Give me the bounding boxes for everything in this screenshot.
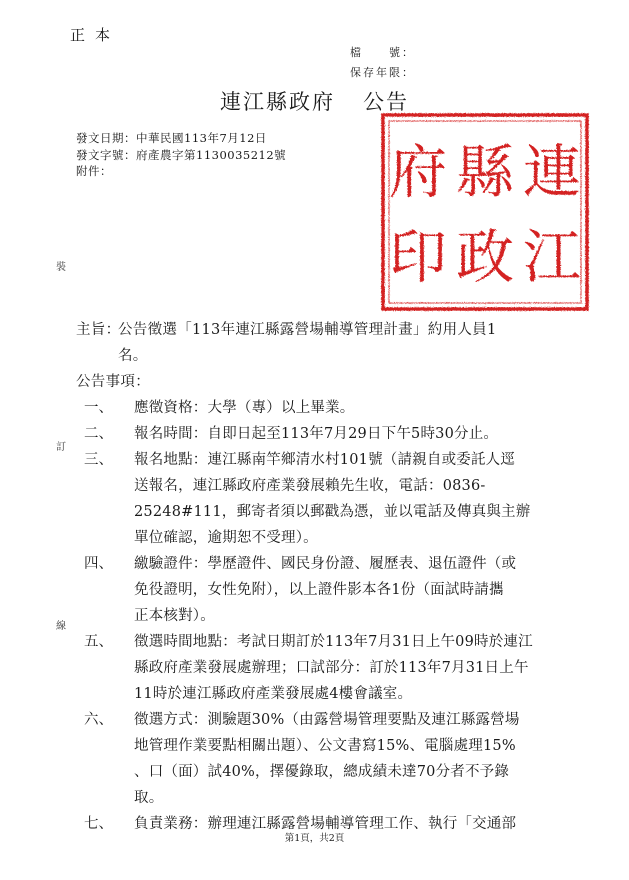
attachment-label: 附件： xyxy=(76,164,112,178)
item-number: 七、 xyxy=(84,816,113,832)
item-text-continued: 縣政府產業發展處辦理；口試部分：訂於113年7月31日上午 xyxy=(134,660,529,676)
item-text-continued: 、口（面）試40%，擇優錄取，總成績未達70分者不予錄 xyxy=(134,764,510,780)
item-number: 五、 xyxy=(84,634,113,650)
item-number: 六、 xyxy=(84,712,113,728)
svg-text:連: 連 xyxy=(522,138,582,206)
item-text: 報名時間：自即日起至113年7月29日下午5時30分止。 xyxy=(134,426,499,442)
item-text-continued: 送報名，連江縣政府產業發展賴先生收，電話：0836- xyxy=(134,478,486,494)
svg-text:政: 政 xyxy=(455,223,515,291)
binding-mark-stitch: 訂 xyxy=(56,442,66,453)
item-text-continued: 單位確認，逾期恕不受理）。 xyxy=(134,530,318,546)
item-number: 四、 xyxy=(84,556,113,572)
item-text-continued: 免役證明，女性免附），以上證件影本各1份（面試時請攜 xyxy=(134,582,504,598)
item-text: 徵選方式：測驗題30%（由露營場管理要點及連江縣露營場 xyxy=(134,712,520,728)
svg-text:縣: 縣 xyxy=(455,138,515,206)
item-text: 徵選時間地點：考試日期訂於113年7月31日上午09時於連江 xyxy=(134,634,533,650)
item-text: 繳驗證件：學歷證件、國民身份證、履歷表、退伍證件（或 xyxy=(134,556,517,572)
subject-text-line1: 公告徵選「113年連江縣露營場輔導管理計畫」約用人員1 xyxy=(118,322,497,338)
svg-text:印: 印 xyxy=(388,223,448,291)
svg-text:府: 府 xyxy=(388,138,448,206)
item-text-continued: 地管理作業要點相關出題）、公文書寫15%、電腦處理15% xyxy=(134,738,516,754)
official-seal xyxy=(380,112,590,312)
issue-date: 發文日期：中華民國113年7月12日 xyxy=(76,131,267,145)
item-text-continued: 正本核對）。 xyxy=(134,608,215,624)
item-text: 負責業務：辦理連江縣露營場輔導管理工作、執行「交通部 xyxy=(134,816,517,832)
item-text-continued: 25248#111，郵寄者須以郵戳為憑，並以電話及傳真與主辦 xyxy=(134,504,531,520)
copy-mark: 正本 xyxy=(70,26,121,44)
item-text: 報名地點：連江縣南竿鄉清水村101號（請親自或委託人逕 xyxy=(134,452,516,468)
page-footer: 第1頁，共2頁 xyxy=(284,833,345,844)
item-number: 二、 xyxy=(84,426,113,442)
file-number-label: 檔 號： xyxy=(350,46,415,59)
item-text-continued: 11時於連江縣政府產業發展處4樓會議室。 xyxy=(134,686,413,702)
subject-label: 主旨： xyxy=(76,322,121,338)
item-number: 一、 xyxy=(84,400,113,416)
svg-text:江: 江 xyxy=(522,223,582,291)
binding-mark-bind: 裝 xyxy=(56,262,66,273)
item-text: 應徵資格：大學（專）以上畢業。 xyxy=(134,400,355,416)
document-number: 發文字號：府產農字第1130035212號 xyxy=(76,148,287,162)
retention-label: 保存年限： xyxy=(350,66,415,79)
announcement-label: 公告事項： xyxy=(76,374,150,390)
binding-mark-line: 線 xyxy=(56,621,66,632)
item-number: 三、 xyxy=(84,452,113,468)
subject-text-line2: 名。 xyxy=(118,348,148,364)
item-text-continued: 取。 xyxy=(134,790,164,806)
agency-name: 連江縣政府 xyxy=(220,90,335,114)
document-type: 公告 xyxy=(363,90,409,114)
